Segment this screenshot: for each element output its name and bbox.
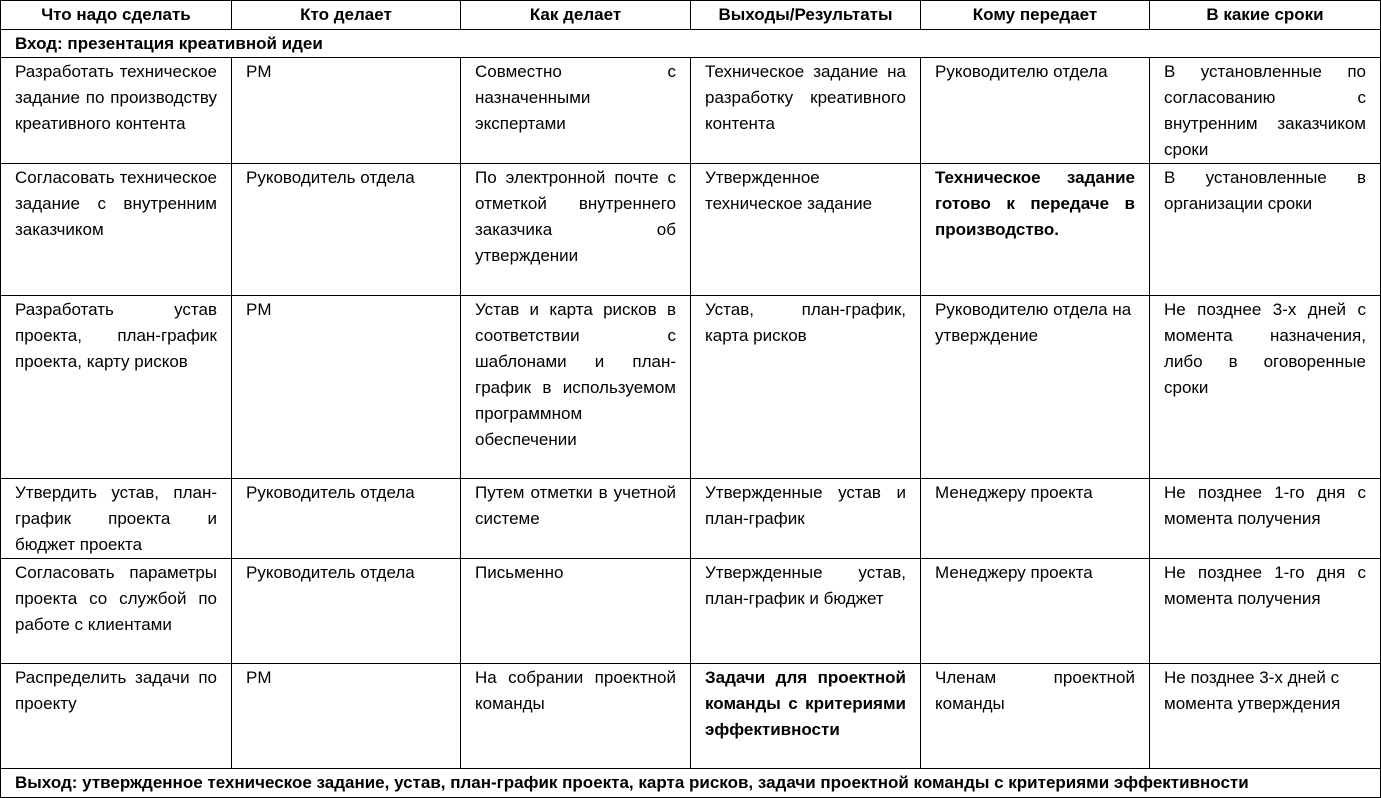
cell-who: Руководитель отдела	[232, 164, 461, 296]
header-what: Что надо сделать	[1, 1, 232, 30]
output-row	[1, 769, 1381, 798]
cell-when: В установленные в организации сроки	[1150, 164, 1381, 296]
cell-when: Не позднее 1-го дня с момента получения	[1150, 559, 1381, 664]
cell-who: Руководитель отдела	[232, 479, 461, 559]
cell-output: Задачи для проектной команды с критериями эффективности	[691, 664, 921, 769]
table-row	[1, 664, 1381, 769]
cell-what: Согласовать параметры проекта со службой по работе с клиентами	[1, 559, 232, 664]
cell-how: На собрании проектной команды	[461, 664, 691, 769]
cell-output: Утвержденное техническое задание	[691, 164, 921, 296]
cell-what: Распределить задачи по проекту	[1, 664, 232, 769]
input-row	[1, 30, 1381, 58]
cell-to-whom: Руководителю отдела	[921, 58, 1150, 164]
header-to-whom: Кому передает	[921, 1, 1150, 30]
table-row	[1, 164, 1381, 296]
cell-when: В установленные по согласованию с внутренним заказчиком сроки	[1150, 58, 1381, 164]
header-output: Выходы/Результаты	[691, 1, 921, 30]
cell-when: Не позднее 3-х дней с момента утверждения	[1150, 664, 1381, 769]
cell-what: Согласовать техническое задание с внутренним заказчиком	[1, 164, 232, 296]
cell-how: Совместно с назначенными экспертами	[461, 58, 691, 164]
input-row-text: Вход: презентация креативной идеи	[1, 30, 1381, 58]
table-row	[1, 296, 1381, 479]
cell-what: Разработать техническое задание по производству креативного контента	[1, 58, 232, 164]
output-row-text: Выход: утвержденное техническое задание, устав, план-график проекта, карта рисков, задачи проектной команды с критериями эффективности	[1, 769, 1381, 798]
header-how: Как делает	[461, 1, 691, 30]
table-row	[1, 58, 1381, 164]
cell-output: Утвержденные устав, план-график и бюджет	[691, 559, 921, 664]
table-row	[1, 559, 1381, 664]
cell-to-whom: Техническое задание готово к передаче в производство.	[921, 164, 1150, 296]
cell-who: PM	[232, 664, 461, 769]
cell-to-whom: Руководителю отдела на утверждение	[921, 296, 1150, 479]
header-when: В какие сроки	[1150, 1, 1381, 30]
cell-to-whom: Менеджеру проекта	[921, 559, 1150, 664]
cell-what: Разработать устав проекта, план-график проекта, карту рисков	[1, 296, 232, 479]
cell-what: Утвердить устав, план-график проекта и бюджет проекта	[1, 479, 232, 559]
cell-who: PM	[232, 296, 461, 479]
cell-output: Утвержденные устав и план-график	[691, 479, 921, 559]
cell-output: Устав, план-график, карта рисков	[691, 296, 921, 479]
cell-when: Не позднее 3-х дней с момента назначения, либо в оговоренные сроки	[1150, 296, 1381, 479]
cell-how: Путем отметки в учетной системе	[461, 479, 691, 559]
cell-how: Письменно	[461, 559, 691, 664]
cell-output: Техническое задание на разработку креативного контента	[691, 58, 921, 164]
cell-who: PM	[232, 58, 461, 164]
header-row	[1, 1, 1381, 30]
cell-who: Руководитель отдела	[232, 559, 461, 664]
cell-to-whom: Менеджеру проекта	[921, 479, 1150, 559]
cell-how: Устав и карта рисков в соответствии с шаблонами и план-график в используемом программном обеспечении	[461, 296, 691, 479]
cell-how: По электронной почте с отметкой внутреннего заказчика об утверждении	[461, 164, 691, 296]
header-who: Кто делает	[232, 1, 461, 30]
cell-when: Не позднее 1-го дня с момента получения	[1150, 479, 1381, 559]
table-row	[1, 479, 1381, 559]
cell-to-whom: Членам проектной команды	[921, 664, 1150, 769]
